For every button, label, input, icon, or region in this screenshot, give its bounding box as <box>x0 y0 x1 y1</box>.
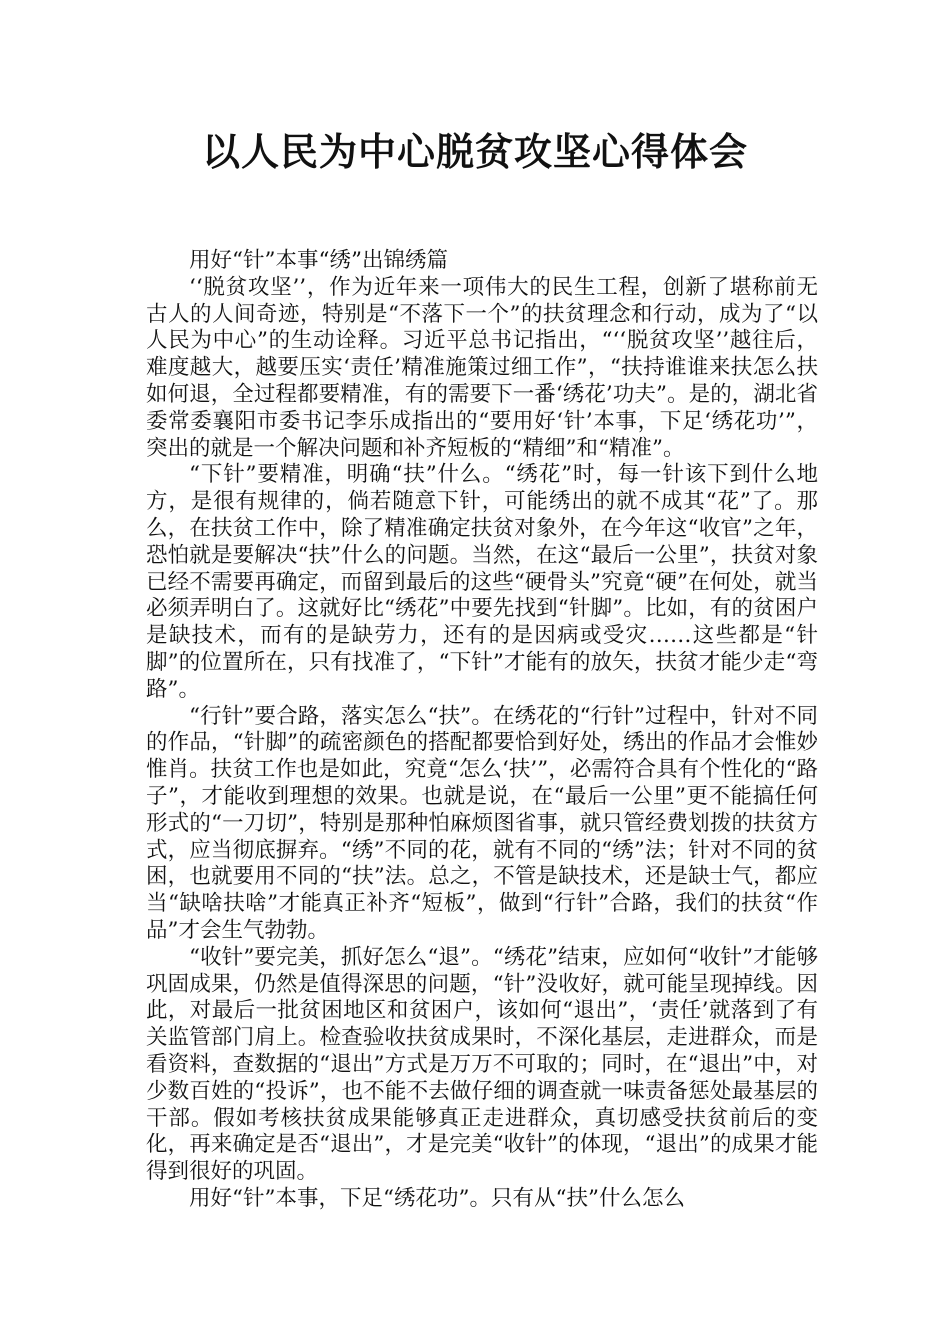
body-paragraph: “收针”要完美，抓好怎么“退”。“绣花”结束，应如何“收针”才能够巩固成果，仍然是值得深思的问题，“针”没收好，就可能呈现掉线。因此，对最后一批贫困地区和贫困户，该如何“退出”，‘责任’就落到了有关监管部门肩上。检查验收扶贫成果时，不深化基层，走进群众，而是看资料，查数据的“退出”方式是万万不可取的；同时，在“退出”中，对少数百姓的“投诉”，也不能不去做仔细的调查就一味责备惩处最基层的干部。假如考核扶贫成果能够真正走进群众，真切感受扶贫前后的变化，再来确定是否“退出”，才是完美“收针”的体现，“退出”的成果才能得到很好的巩固。 <box>146 944 818 1185</box>
subtitle-paragraph: 用好“针”本事“绣”出锦绣篇 <box>189 248 448 273</box>
document-body <box>146 248 818 1213</box>
body-paragraph: 用好“针”本事，下足“绣花功”。只有从“扶”什么怎么 <box>189 1185 685 1211</box>
document-title: 以人民为中心脱贫攻坚心得体会 <box>201 130 748 174</box>
body-paragraph: “下针”要精准，明确“扶”什么。“绣花”时，每一针该下到什么地方，是很有规律的，倘若随意下针，可能绣出的就不成其“花”了。那么，在扶贫工作中，除了精准确定扶贫对象外，在今年这“收官”之年，恐怕就是要解决“扶”什么的问题。当然，在这“最后一公里”，扶贫对象已经不需要再确定，而留到最后的这些“硬骨头”究竟“硬”在何处，就当必须弄明白了。这就好比“绣花”中要先找到“针脚”。比如，有的贫困户是缺技术，而有的是缺劳力，还有的是因病或受灾……这些都是“针脚”的位置所在，只有找准了，“下针”才能有的放矢，扶贫才能少走“弯路”。 <box>146 462 818 702</box>
body-paragraph: “行针”要合路，落实怎么“扶”。在绣花的“行针”过程中，针对不同的作品，“针脚”的疏密颜色的搭配都要恰到好处，绣出的作品才会惟妙惟肖。扶贫工作也是如此，究竟“怎么‘扶’”，必需符合具有个性化的“路子”，才能收到理想的效果。也就是说，在“最后一公里”更不能搞任何形式的“一刀切”，特别是那种怕麻烦图省事，就只管经费划拨的扶贫方式，应当彻底摒弃。“绣”不同的花，就有不同的“绣”法；针对不同的贫困，也就要用不同的“扶”法。总之，不管是缺技术，还是缺士气，都应当“缺啥扶啥”才能真正补齐“短板”，做到“行针”合路，我们的扶贫“作品”才会生气勃勃。 <box>146 703 818 943</box>
body-paragraph: ‘‘脱贫攻坚’’，作为近年来一项伟大的民生工程，创新了堪称前无古人的人间奇迹，特别是“不落下一个”的扶贫理念和行动，成为了“以人民为中心”的生动诠释。习近平总书记指出，“‘‘脱贫攻坚’’越往后，难度越大，越要压实‘责任’精准施策过细工作”，“扶持谁谁来扶怎么扶如何退，全过程都要精准，有的需要下一番‘绣花’功夫”。是的，湖北省委常委襄阳市委书记李乐成指出的“要用好‘针’本事，下足‘绣花功’”，突出的就是一个解决问题和补齐短板的“精细”和“精准”。 <box>146 274 818 461</box>
